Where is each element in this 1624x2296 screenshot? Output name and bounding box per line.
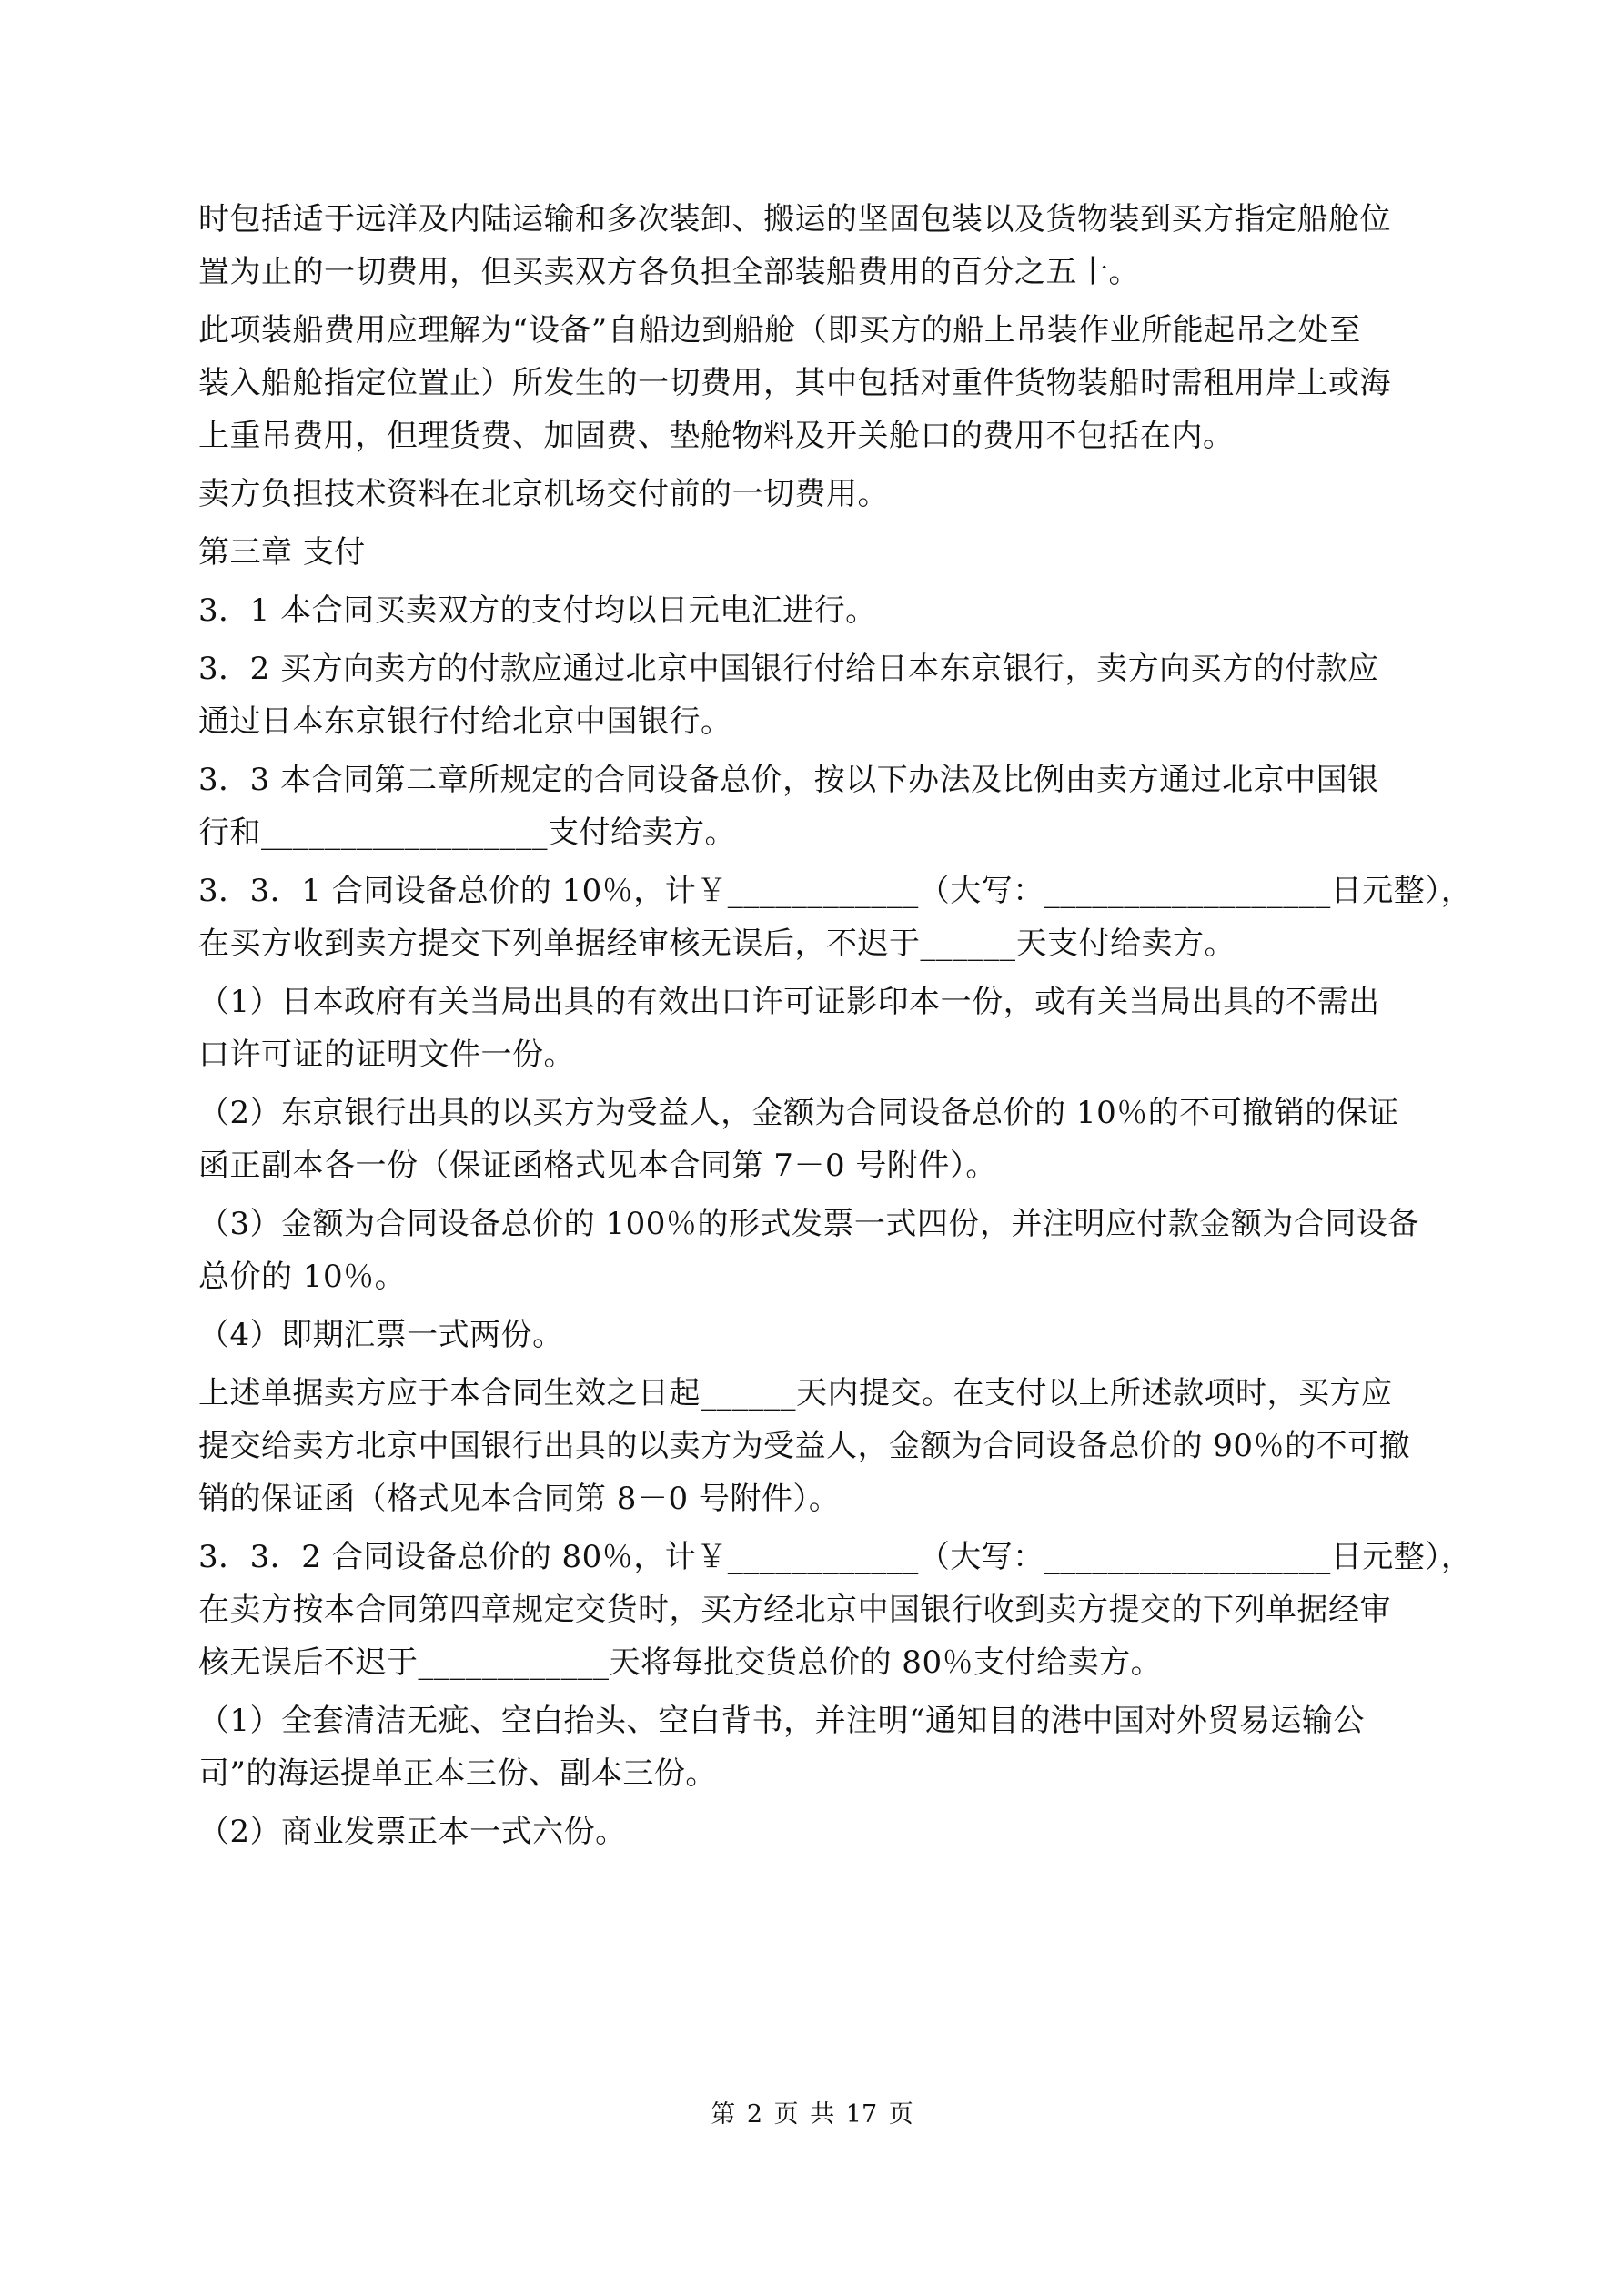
text-line: 总价的 10％。 — [198, 1259, 407, 1295]
text-line: 此项装船费用应理解为“设备”自船边到船舱（即买方的船上吊装作业所能起吊之处至 — [198, 312, 1361, 349]
text-line: 卖方负担技术资料在北京机场交付前的一切费用。 — [198, 476, 889, 512]
text-line: 在卖方按本合同第四章规定交货时，买方经北京中国银行收到卖方提交的下列单据经审 — [198, 1592, 1391, 1628]
text-line: 在买方收到卖方提交下列单据经审核无误后，不迟于______天支付给卖方。 — [198, 925, 1236, 962]
text-line: 3．3．2 合同设备总价的 80％，计￥____________（大写：__________________日元整）， — [198, 1539, 1473, 1575]
text-line: 口许可证的证明文件一份。 — [198, 1037, 575, 1073]
page-footer: 第 2 页 共 17 页 — [711, 2100, 913, 2129]
text-line: 核无误后不迟于____________天将每批交货总价的 80％支付给卖方。 — [198, 1644, 1163, 1681]
document-body — [198, 193, 1473, 1858]
text-line: 函正副本各一份（保证函格式见本合同第 7－0 号附件）。 — [198, 1148, 997, 1184]
text-line: 通过日本东京银行付给北京中国银行。 — [198, 703, 732, 740]
text-line: 时包括适于远洋及内陆运输和多次装卸、搬运的坚固包装以及货物装到买方指定船舱位 — [198, 201, 1391, 238]
text-line: （4）即期汇票一式两份。 — [198, 1317, 564, 1353]
text-line: 上重吊费用，但理货费、加固费、垫舱物料及开关舱口的费用不包括在内。 — [198, 418, 1235, 454]
text-line: 3．2 买方向卖方的付款应通过北京中国银行付给日本东京银行，卖方向买方的付款应 — [198, 651, 1379, 687]
text-line: 3．3．1 合同设备总价的 10％，计￥____________（大写：__________________日元整）， — [198, 873, 1473, 909]
text-line: 置为止的一切费用，但买卖双方各负担全部装船费用的百分之五十。 — [198, 254, 1140, 290]
chapter-heading: 第三章 支付 — [198, 534, 366, 571]
text-line: 销的保证函（格式见本合同第 8－0 号附件）。 — [198, 1481, 841, 1517]
text-line: （1）全套清洁无疵、空白抬头、空白背书，并注明“通知目的港中国对外贸易运输公 — [198, 1703, 1366, 1739]
text-line: 3．1 本合同买卖双方的支付均以日元电汇进行。 — [198, 592, 877, 629]
text-line: （3）金额为合同设备总价的 100％的形式发票一式四份，并注明应付款金额为合同设备 — [198, 1206, 1419, 1242]
text-line: （1）日本政府有关当局出具的有效出口许可证影印本一份，或有关当局出具的不需出 — [198, 984, 1380, 1020]
text-line: 提交给卖方北京中国银行出具的以卖方为受益人，金额为合同设备总价的 90％的不可撤 — [198, 1428, 1411, 1464]
text-line: 3．3 本合同第二章所规定的合同设备总价，按以下办法及比例由卖方通过北京中国银 — [198, 762, 1379, 798]
text-line: 行和__________________支付给卖方。 — [198, 814, 736, 851]
text-line: 装入船舱指定位置止）所发生的一切费用，其中包括对重件货物装船时需租用岸上或海 — [198, 365, 1391, 401]
text-line: 上述单据卖方应于本合同生效之日起______天内提交。在支付以上所述款项时，买方应 — [198, 1375, 1393, 1411]
text-line: （2）东京银行出具的以买方为受益人，金额为合同设备总价的 10％的不可撤销的保证 — [198, 1095, 1399, 1131]
text-line: （2）商业发票正本一式六份。 — [198, 1814, 627, 1850]
text-line: 司”的海运提单正本三份、副本三份。 — [198, 1755, 717, 1792]
